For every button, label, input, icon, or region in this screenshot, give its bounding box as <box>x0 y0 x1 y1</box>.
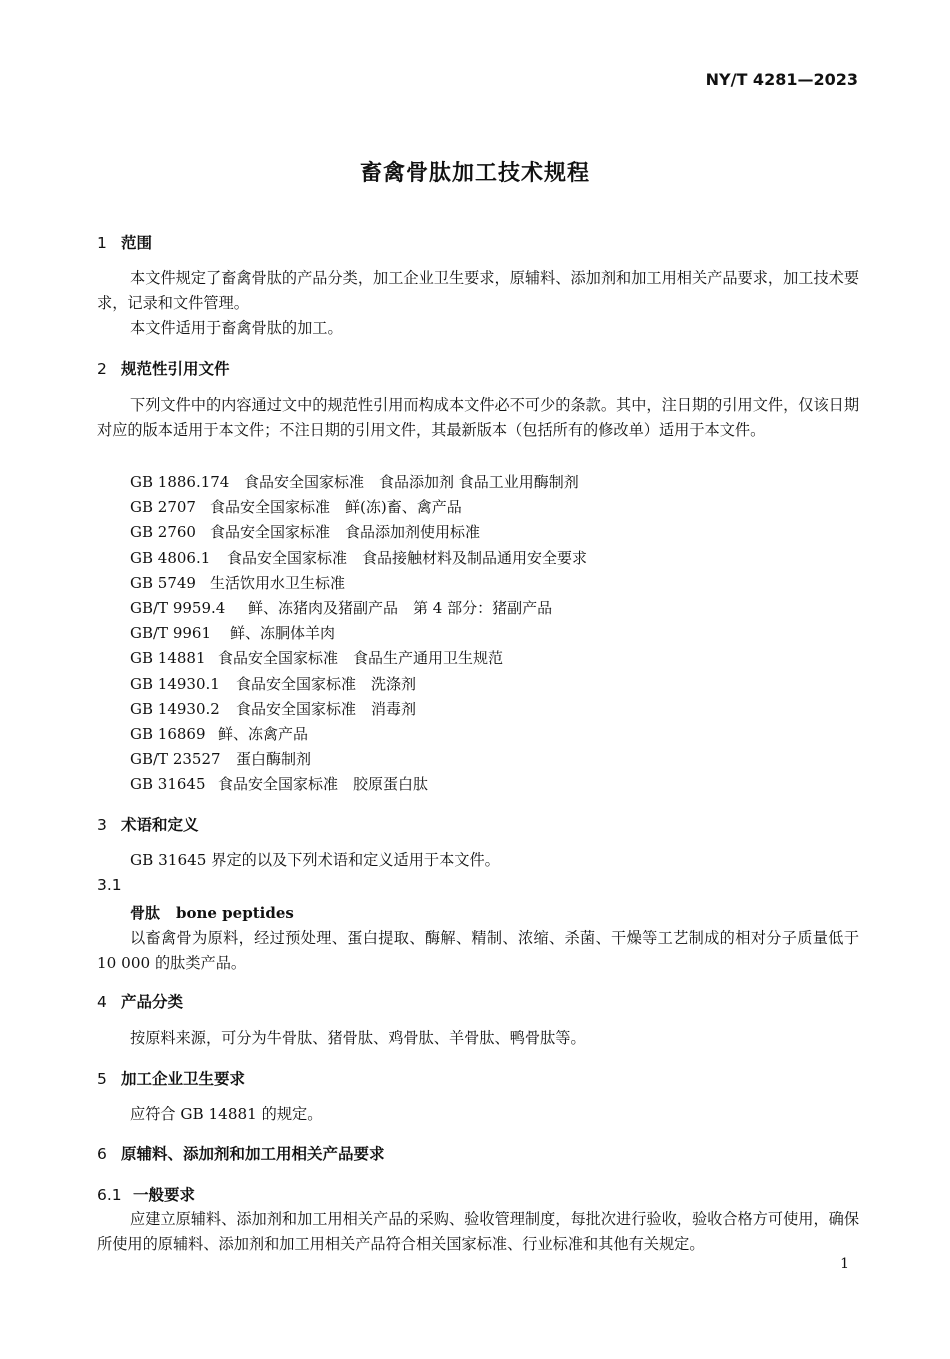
subsection-number: 6.1 <box>97 1186 122 1204</box>
section-title: 范围 <box>121 234 153 252</box>
section-5-heading <box>97 1067 245 1089</box>
references-intro-paragraph: 下列文件中的内容通过文中的规范性引用而构成本文件必不可少的条款。其中，注日期的引用文件，仅该日期对应的版本适用于本文件；不注日期的引用文件，其最新版本（包括所有的修改单）适用于本文件。 <box>97 396 859 439</box>
reference-code: GB 14930.2 <box>130 699 220 718</box>
section-number: 1 <box>97 234 107 252</box>
reference-item <box>130 495 587 520</box>
classification-paragraph: 按原料来源，可分为牛骨肽、猪骨肽、鸡骨肽、羊骨肽、鸭骨肽等。 <box>130 1029 586 1047</box>
reference-title: 食品安全国家标准 食品添加剂使用标准 <box>210 523 481 542</box>
section-title: 原辅料、添加剂和加工用相关产品要求 <box>121 1145 385 1163</box>
reference-code: GB/T 9961 <box>130 624 212 643</box>
reference-code: GB 14930.1 <box>130 674 220 693</box>
reference-item <box>130 470 587 495</box>
section-number: 6 <box>97 1145 107 1163</box>
standard-number: NY/T 4281—2023 <box>705 70 858 89</box>
reference-title: 食品安全国家标准 胶原蛋白肽 <box>218 775 429 794</box>
reference-title: 食品安全国家标准 消毒剂 <box>236 699 417 718</box>
subsection-3-1-number: 3.1 <box>97 876 122 894</box>
general-requirements-paragraph: 应建立原辅料、添加剂和加工用相关产品的采购、验收管理制度，每批次进行验收，验收合格方可使用，确保所使用的原辅料、添加剂和加工用相关产品符合相关国家标准、行业标准和其他有关规定。 <box>97 1210 859 1253</box>
reference-code: GB 1886.174 <box>130 473 230 491</box>
section-number: 3 <box>97 816 107 834</box>
term-chinese: 骨肽 <box>130 904 161 922</box>
section-1-heading <box>97 231 152 253</box>
document-title: 畜禽骨肽加工技术规程 <box>359 161 590 186</box>
reference-item <box>130 571 587 596</box>
hygiene-paragraph: 应符合 GB 14881 的规定。 <box>130 1105 323 1123</box>
section-3-heading <box>97 813 199 835</box>
reference-item <box>130 520 587 545</box>
term-entry <box>130 902 294 923</box>
section-title: 产品分类 <box>121 993 184 1011</box>
section-2-heading <box>97 357 230 379</box>
section-4-heading <box>97 990 183 1012</box>
reference-code: GB 31645 <box>130 775 206 794</box>
reference-item <box>130 672 587 697</box>
reference-code: GB 4806.1 <box>130 548 211 567</box>
section-number: 5 <box>97 1070 107 1088</box>
reference-title: 食品安全国家标准 食品添加剂 食品工业用酶制剂 <box>244 473 579 491</box>
reference-title: 鲜、冻禽产品 <box>218 724 309 743</box>
reference-code: GB/T 23527 <box>130 750 221 769</box>
reference-title: 生活饮用水卫生标准 <box>210 573 346 592</box>
reference-title: 食品安全国家标准 洗涤剂 <box>236 674 417 693</box>
section-number: 2 <box>97 360 107 378</box>
section-6-heading <box>97 1142 385 1164</box>
reference-code: GB 16869 <box>130 724 206 743</box>
scope-paragraph-1: 本文件规定了畜禽骨肽的产品分类，加工企业卫生要求，原辅料、添加剂和加工用相关产品要求，加工技术要求，记录和文件管理。 <box>97 269 859 312</box>
subsection-6-1-heading <box>97 1183 195 1205</box>
terms-intro-paragraph: GB 31645 界定的以及下列术语和定义适用于本文件。 <box>130 851 500 869</box>
page-number: 1 <box>840 1256 849 1272</box>
reference-item <box>130 747 587 772</box>
reference-item <box>130 621 587 646</box>
reference-code: GB 2760 <box>130 523 196 542</box>
reference-code: GB 5749 <box>130 573 196 592</box>
reference-item <box>130 772 587 797</box>
reference-code: GB 2707 <box>130 498 196 517</box>
reference-title: 食品安全国家标准 鲜(冻)畜、禽产品 <box>210 498 462 517</box>
reference-item <box>130 596 587 621</box>
normative-references-list <box>130 470 587 797</box>
section-title: 术语和定义 <box>121 816 199 834</box>
reference-title: 蛋白酶制剂 <box>236 750 312 769</box>
reference-title: 鲜、冻胴体羊肉 <box>230 624 336 643</box>
term-definition: 以畜禽骨为原料，经过预处理、蛋白提取、酶解、精制、浓缩、杀菌、干燥等工艺制成的相对分子质量低于 10 000 的肽类产品。 <box>97 929 859 972</box>
reference-item <box>130 546 587 571</box>
subsection-title: 一般要求 <box>133 1186 196 1204</box>
reference-code: GB/T 9959.4 <box>130 598 226 617</box>
reference-title: 鲜、冻猪肉及猪副产品 第 4 部分：猪副产品 <box>248 598 553 617</box>
reference-code: GB 14881 <box>130 649 206 668</box>
section-title: 规范性引用文件 <box>121 360 230 378</box>
section-number: 4 <box>97 993 107 1011</box>
section-title: 加工企业卫生要求 <box>121 1070 246 1088</box>
reference-title: 食品安全国家标准 食品接触材料及制品通用安全要求 <box>227 548 588 567</box>
reference-item <box>130 722 587 747</box>
reference-title: 食品安全国家标准 食品生产通用卫生规范 <box>218 649 504 668</box>
reference-item <box>130 646 587 671</box>
scope-paragraph-2: 本文件适用于畜禽骨肽的加工。 <box>130 319 343 337</box>
reference-item <box>130 697 587 722</box>
term-english: bone peptides <box>176 904 294 922</box>
